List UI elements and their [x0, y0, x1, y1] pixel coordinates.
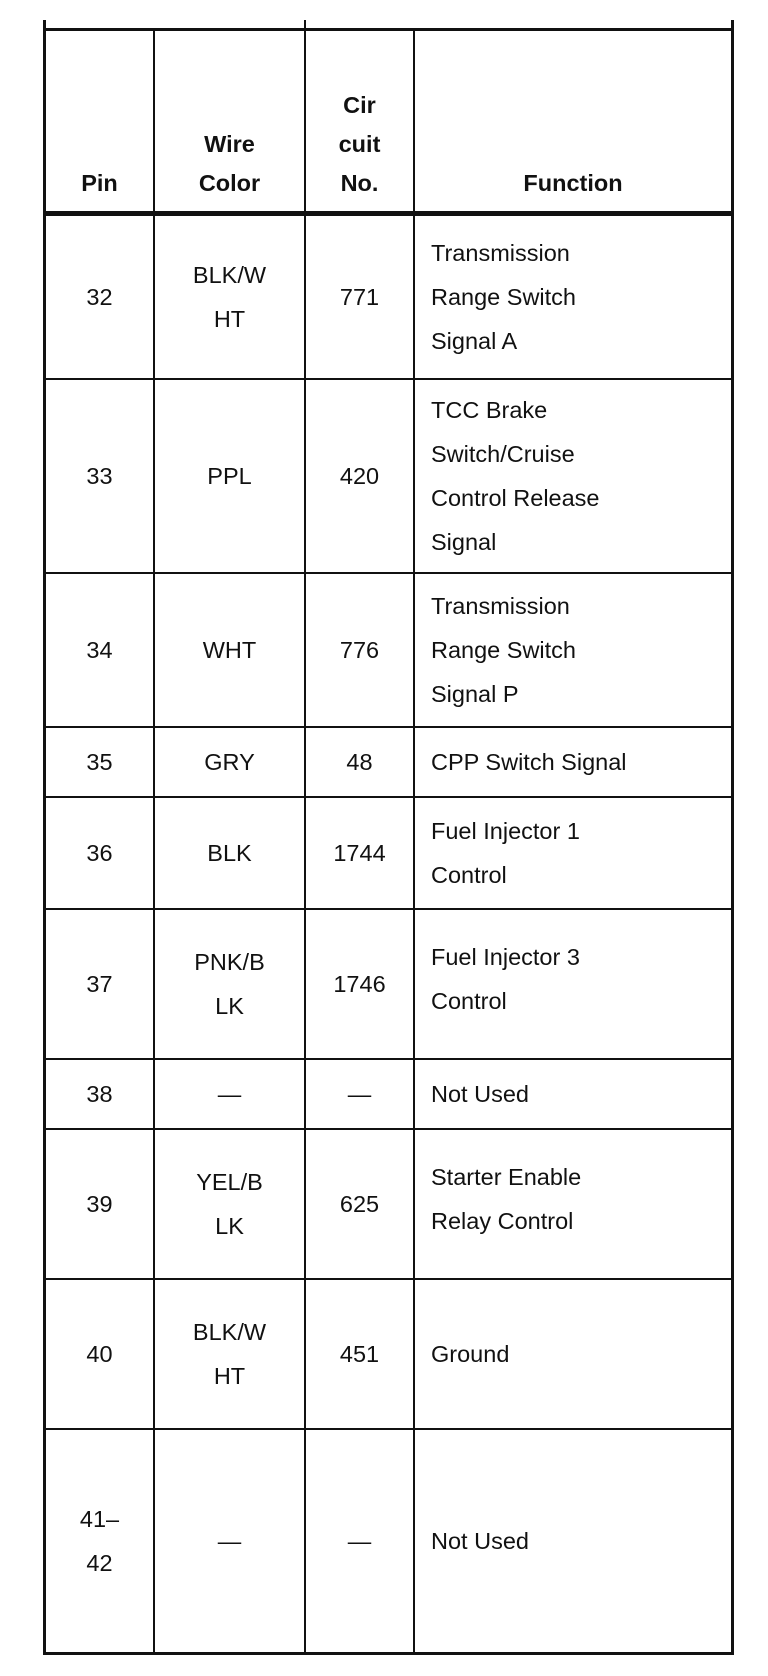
cell-wire-color: YEL/B LK	[196, 1169, 263, 1239]
cell-function: Ground	[431, 1341, 510, 1367]
cell-circuit-no: 625	[339, 1191, 380, 1217]
cell-wire-color: PPL	[207, 463, 252, 489]
cell-circuit-no: —	[347, 1081, 372, 1107]
cell-circuit-no: —	[347, 1528, 372, 1554]
cell-wire-color: —	[217, 1528, 242, 1554]
cell-pin: 39	[86, 1191, 113, 1217]
cell-wire-color: BLK	[207, 840, 252, 866]
cell-function: TCC Brake Switch/Cruise Control Release Signal	[431, 397, 600, 555]
cell-circuit-no: 1744	[333, 840, 386, 866]
cell-function: Transmission Range Switch Signal P	[431, 593, 576, 707]
column-divider	[731, 20, 734, 1655]
header-wire-color: Wire Color	[198, 131, 261, 196]
cell-circuit-no: 1746	[333, 971, 386, 997]
cell-pin: 33	[86, 463, 113, 489]
cell-circuit-no: 451	[339, 1341, 380, 1367]
cell-pin: 35	[86, 749, 113, 775]
cell-function: Fuel Injector 1 Control	[431, 818, 580, 888]
cell-wire-color: PNK/B LK	[194, 949, 265, 1019]
cell-function: Not Used	[431, 1081, 529, 1107]
cell-wire-color: BLK/W HT	[192, 1319, 267, 1389]
cell-function: CPP Switch Signal	[431, 749, 627, 775]
cell-circuit-no: 420	[339, 463, 380, 489]
cell-pin: 32	[86, 284, 113, 310]
cell-function: Starter Enable Relay Control	[431, 1164, 582, 1234]
cell-pin: 36	[86, 840, 113, 866]
cell-circuit-no: 48	[346, 749, 373, 775]
cell-function: Not Used	[431, 1528, 529, 1554]
cell-pin: 34	[86, 637, 113, 663]
pin-table	[43, 28, 734, 1655]
header-function: Function	[523, 170, 623, 196]
header-circuit-no: Cir cuit No.	[338, 92, 381, 196]
cell-circuit-no: 771	[339, 284, 380, 310]
cell-pin: 41– 42	[79, 1506, 120, 1576]
cell-pin: 38	[86, 1081, 113, 1107]
cell-wire-color: GRY	[204, 749, 255, 775]
cell-wire-color: WHT	[202, 637, 257, 663]
cell-pin: 40	[86, 1341, 113, 1367]
cell-pin: 37	[86, 971, 113, 997]
cell-wire-color: —	[217, 1081, 242, 1107]
cell-function: Transmission Range Switch Signal A	[431, 240, 576, 354]
cell-wire-color: BLK/W HT	[192, 262, 267, 332]
cell-circuit-no: 776	[339, 637, 380, 663]
header-pin: Pin	[81, 170, 118, 196]
cell-function: Fuel Injector 3 Control	[431, 944, 580, 1014]
table-bottom-border	[43, 1652, 734, 1655]
